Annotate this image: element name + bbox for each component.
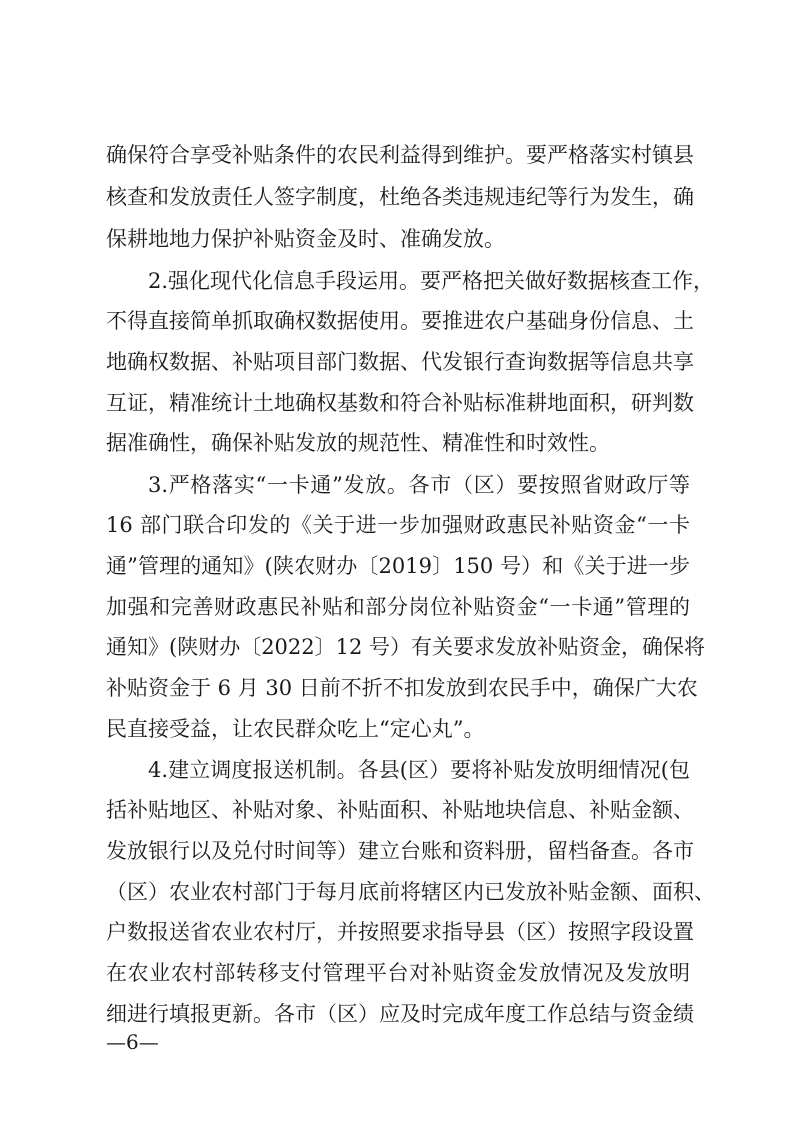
body-text-line: 发放银行以及兑付时间等）建立台账和资料册，留档备查。各市 bbox=[106, 839, 694, 863]
body-text-line: 16 部门联合印发的《关于进一步加强财政惠民补贴资金“一卡 bbox=[106, 513, 690, 537]
body-text-line: （区）农业农村部门于每月底前将辖区内已发放补贴金额、面积、 bbox=[106, 880, 715, 904]
body-text-line: 补贴资金于 6 月 30 日前不折不扣发放到农民手中，确保广大农 bbox=[106, 676, 698, 700]
body-text-line: 加强和完善财政惠民补贴和部分岗位补贴资金“一卡通”管理的 bbox=[106, 595, 690, 619]
body-text-line: 据准确性，确保补贴发放的规范性、精准性和时效性。 bbox=[106, 431, 610, 455]
body-text-line: 不得直接简单抓取确权数据使用。要推进农户基础身份信息、土 bbox=[106, 309, 694, 333]
page-number: —6— bbox=[106, 1030, 159, 1054]
body-text-line: 括补贴地区、补贴对象、补贴面积、补贴地块信息、补贴金额、 bbox=[106, 798, 694, 822]
body-text-line: 互证，精准统计土地确权基数和符合补贴标准耕地面积，研判数 bbox=[106, 391, 694, 415]
paragraph-heading-line: 3.严格落实“一卡通”发放。各市（区）要按照省财政厅等 bbox=[148, 473, 690, 497]
body-text-line: 细进行填报更新。各市（区）应及时完成年度工作总结与资金绩 bbox=[106, 1002, 694, 1026]
paragraph-heading-line: 4.建立调度报送机制。各县(区）要将补贴发放明细情况(包 bbox=[148, 758, 690, 782]
paragraph-heading-line: 2.强化现代化信息手段运用。要严格把关做好数据核查工作， bbox=[148, 269, 715, 293]
body-text-line: 确保符合享受补贴条件的农民利益得到维护。要严格落实村镇县 bbox=[106, 143, 694, 167]
body-text-line: 通知》(陕财办〔2022〕12 号）有关要求发放补贴资金，确保将 bbox=[106, 635, 706, 659]
body-text-line: 户数报送省农业农村厅，并按照要求指导县（区）按照字段设置 bbox=[106, 920, 694, 944]
body-text-line: 民直接受益，让农民群众吃上“定心丸”。 bbox=[106, 717, 485, 741]
body-text-line: 通”管理的通知》(陕农财办〔2019〕150 号）和《关于进一步 bbox=[106, 554, 690, 578]
body-text-line: 保耕地地力保护补贴资金及时、准确发放。 bbox=[106, 227, 505, 251]
body-text-line: 在农业农村部转移支付管理平台对补贴资金发放情况及发放明 bbox=[106, 961, 690, 985]
body-text-line: 核查和发放责任人签字制度，杜绝各类违规违纪等行为发生，确 bbox=[106, 185, 694, 209]
body-text-line: 地确权数据、补贴项目部门数据、代发银行查询数据等信息共享 bbox=[106, 350, 694, 374]
